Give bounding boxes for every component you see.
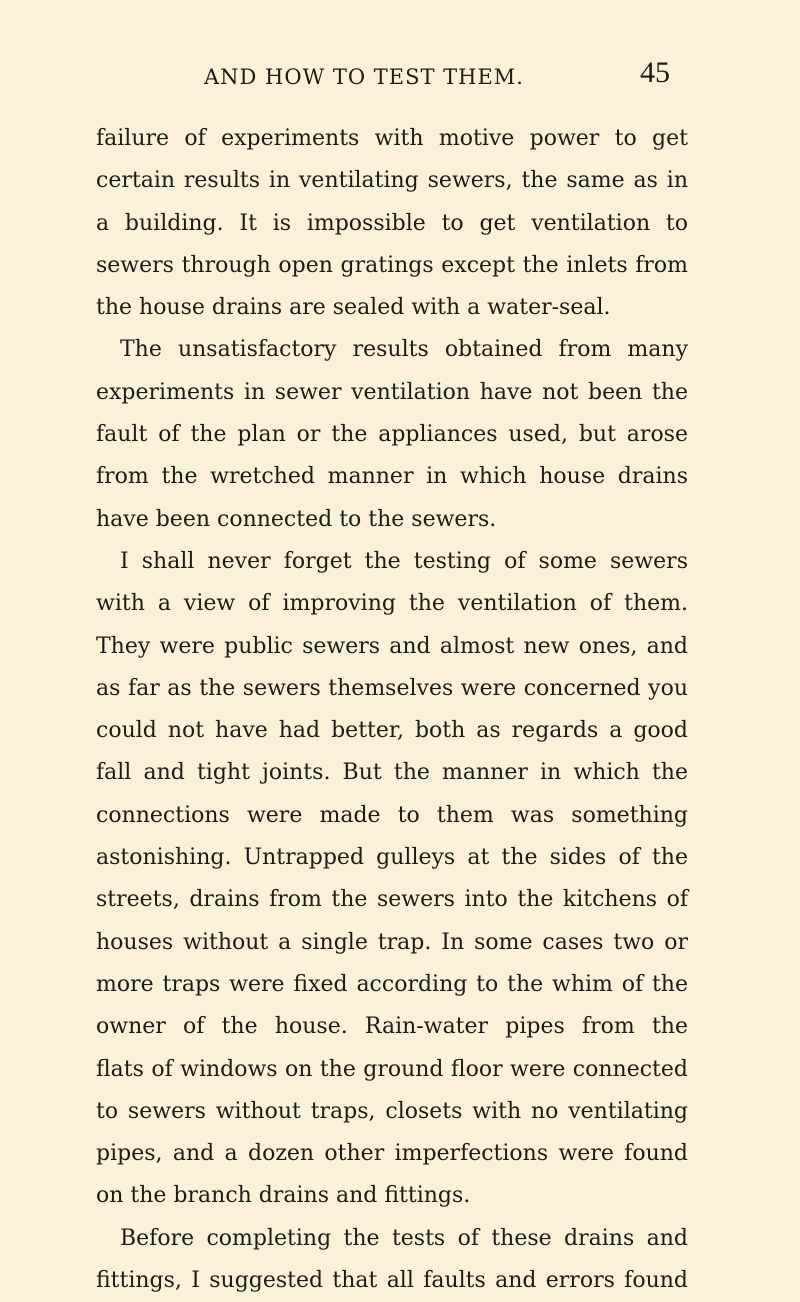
text-line: the house drains are sealed with a water-seal. [96,295,611,321]
page-number: 45 [640,56,670,89]
text-line: with a view of improving the ventilation of them. [96,591,688,617]
text-line: I shall never forget the testing of some sewers [120,548,688,574]
running-head [0,56,800,96]
text-line: fault of the plan or the appliances used, but arose [96,422,688,448]
text-line: connections were made to them was something [96,802,688,828]
text-line: astonishing. Untrapped gulleys at the sides of the [96,845,688,871]
text-line: on the branch drains and fittings. [96,1183,471,1209]
text-line: more traps were fixed according to the whim of the [96,971,688,997]
text-line: streets, drains from the sewers into the kitchens of [96,887,688,913]
text-line: certain results in ventilating sewers, the same as in [96,168,688,194]
text-line: owner of the house. Rain-water pipes from the [96,1014,688,1040]
body-text [96,118,688,1302]
text-line: experiments in sewer ventilation have not been the [96,379,688,405]
text-line: to sewers without traps, closets with no ventilating [96,1098,688,1124]
running-title: AND HOW TO TEST THEM. [204,65,524,89]
text-line: Before completing the tests of these drains and [120,1225,688,1251]
text-line: fall and tight joints. But the manner in which the [96,760,688,786]
text-line: houses without a single trap. In some cases two or [96,929,688,955]
text-line: flats of windows on the ground floor were connected [96,1056,688,1082]
text-line: fittings, I suggested that all faults and errors found [96,1268,688,1294]
text-line: sewers through open gratings except the inlets from [96,252,688,278]
text-line: The unsatisfactory results obtained from many [120,337,688,363]
text-line: from the wretched manner in which house drains [96,464,688,490]
text-line: as far as the sewers themselves were concerned you [96,675,688,701]
text-line: could not have had better, both as regards a good [96,718,688,744]
text-line: They were public sewers and almost new ones, and [96,633,688,659]
text-line: pipes, and a dozen other imperfections were found [96,1141,688,1167]
text-line: failure of experiments with motive power to get [96,126,688,151]
text-line: have been connected to the sewers. [96,506,497,532]
text-line: a building. It is impossible to get ventilation to [96,210,688,236]
